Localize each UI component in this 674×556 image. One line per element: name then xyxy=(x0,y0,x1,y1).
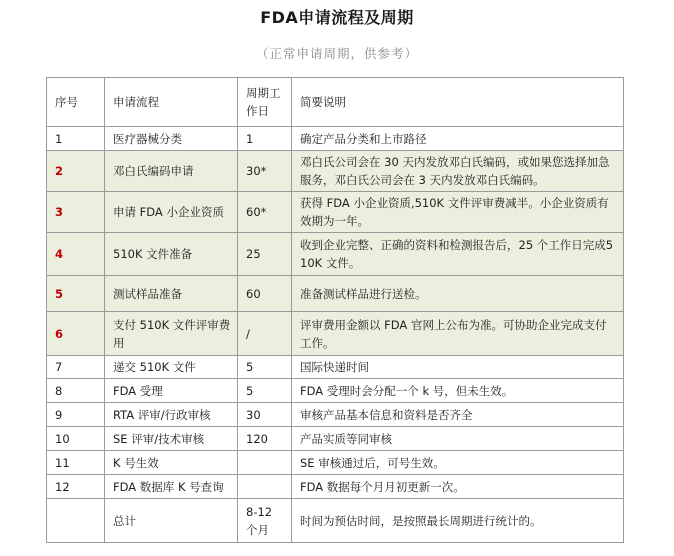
row-period xyxy=(238,475,292,499)
row-period xyxy=(238,451,292,475)
row-step: 总计 xyxy=(105,499,238,543)
row-desc: 邓白氏公司会在 30 天内发放邓白氏编码，或如果您选择加急服务，邓白氏公司会在 3 天内发放邓白氏编码。 xyxy=(292,151,624,192)
row-desc: 获得 FDA 小企业资质,510K 文件评审费减半。小企业资质有效期为一年。 xyxy=(292,192,624,233)
table-row xyxy=(47,427,624,451)
process-table xyxy=(46,77,624,543)
row-num: 4 xyxy=(47,233,105,276)
table-row xyxy=(47,276,624,312)
row-desc: 收到企业完整、正确的资料和检测报告后，25 个工作日完成510K 文件。 xyxy=(292,233,624,276)
row-num: 10 xyxy=(47,427,105,451)
row-step: FDA 受理 xyxy=(105,379,238,403)
row-num: 6 xyxy=(47,312,105,356)
row-step: FDA 数据库 K 号查询 xyxy=(105,475,238,499)
row-num: 12 xyxy=(47,475,105,499)
row-desc: 国际快递时间 xyxy=(292,356,624,379)
row-period: 120 xyxy=(238,427,292,451)
row-desc: 评审费用金额以 FDA 官网上公布为准。可协助企业完成支付工作。 xyxy=(292,312,624,356)
table-total-row xyxy=(47,499,624,543)
row-step: 邓白氏编码申请 xyxy=(105,151,238,192)
table-row xyxy=(47,312,624,356)
row-period: 25 xyxy=(238,233,292,276)
page-subtitle: （正常申请周期，供参考） xyxy=(255,46,418,61)
table-row xyxy=(47,356,624,379)
row-num: 3 xyxy=(47,192,105,233)
table-row xyxy=(47,151,624,192)
row-desc: 产品实质等同审核 xyxy=(292,427,624,451)
row-step: 递交 510K 文件 xyxy=(105,356,238,379)
row-num: 9 xyxy=(47,403,105,427)
header-desc: 简要说明 xyxy=(292,78,624,127)
row-period: / xyxy=(238,312,292,356)
row-num: 7 xyxy=(47,356,105,379)
row-step: 医疗器械分类 xyxy=(105,127,238,151)
table-row xyxy=(47,192,624,233)
row-step: 申请 FDA 小企业资质 xyxy=(105,192,238,233)
row-num: 2 xyxy=(47,151,105,192)
header-num: 序号 xyxy=(47,78,105,127)
row-period: 8-12 个月 xyxy=(238,499,292,543)
table-row xyxy=(47,451,624,475)
row-num xyxy=(47,499,105,543)
row-desc: 确定产品分类和上市路径 xyxy=(292,127,624,151)
row-step: RTA 评审/行政审核 xyxy=(105,403,238,427)
row-period: 60 xyxy=(238,276,292,312)
row-step: SE 评审/技术审核 xyxy=(105,427,238,451)
row-desc: SE 审核通过后，可号生效。 xyxy=(292,451,624,475)
row-num: 8 xyxy=(47,379,105,403)
row-num: 5 xyxy=(47,276,105,312)
row-desc: FDA 数据每个月月初更新一次。 xyxy=(292,475,624,499)
table-row xyxy=(47,475,624,499)
table-row xyxy=(47,127,624,151)
header-period: 周期工作日 xyxy=(238,78,292,127)
row-step: 510K 文件准备 xyxy=(105,233,238,276)
row-desc: 时间为预估时间，是按照最长周期进行统计的。 xyxy=(292,499,624,543)
row-period: 1 xyxy=(238,127,292,151)
row-num: 1 xyxy=(47,127,105,151)
row-num: 11 xyxy=(47,451,105,475)
page-title: FDA申请流程及周期 xyxy=(256,5,418,28)
title-wrap xyxy=(0,5,674,28)
row-desc: 准备测试样品进行送检。 xyxy=(292,276,624,312)
table-header-row xyxy=(47,78,624,127)
row-period: 5 xyxy=(238,379,292,403)
table-row xyxy=(47,403,624,427)
row-period: 60* xyxy=(238,192,292,233)
row-desc: FDA 受理时会分配一个 k 号，但未生效。 xyxy=(292,379,624,403)
row-step: K 号生效 xyxy=(105,451,238,475)
table-row xyxy=(47,233,624,276)
row-desc: 审核产品基本信息和资料是否齐全 xyxy=(292,403,624,427)
row-period: 30* xyxy=(238,151,292,192)
header-step: 申请流程 xyxy=(105,78,238,127)
row-period: 5 xyxy=(238,356,292,379)
row-step: 测试样品准备 xyxy=(105,276,238,312)
table-row xyxy=(47,379,624,403)
row-period: 30 xyxy=(238,403,292,427)
row-step: 支付 510K 文件评审费用 xyxy=(105,312,238,356)
